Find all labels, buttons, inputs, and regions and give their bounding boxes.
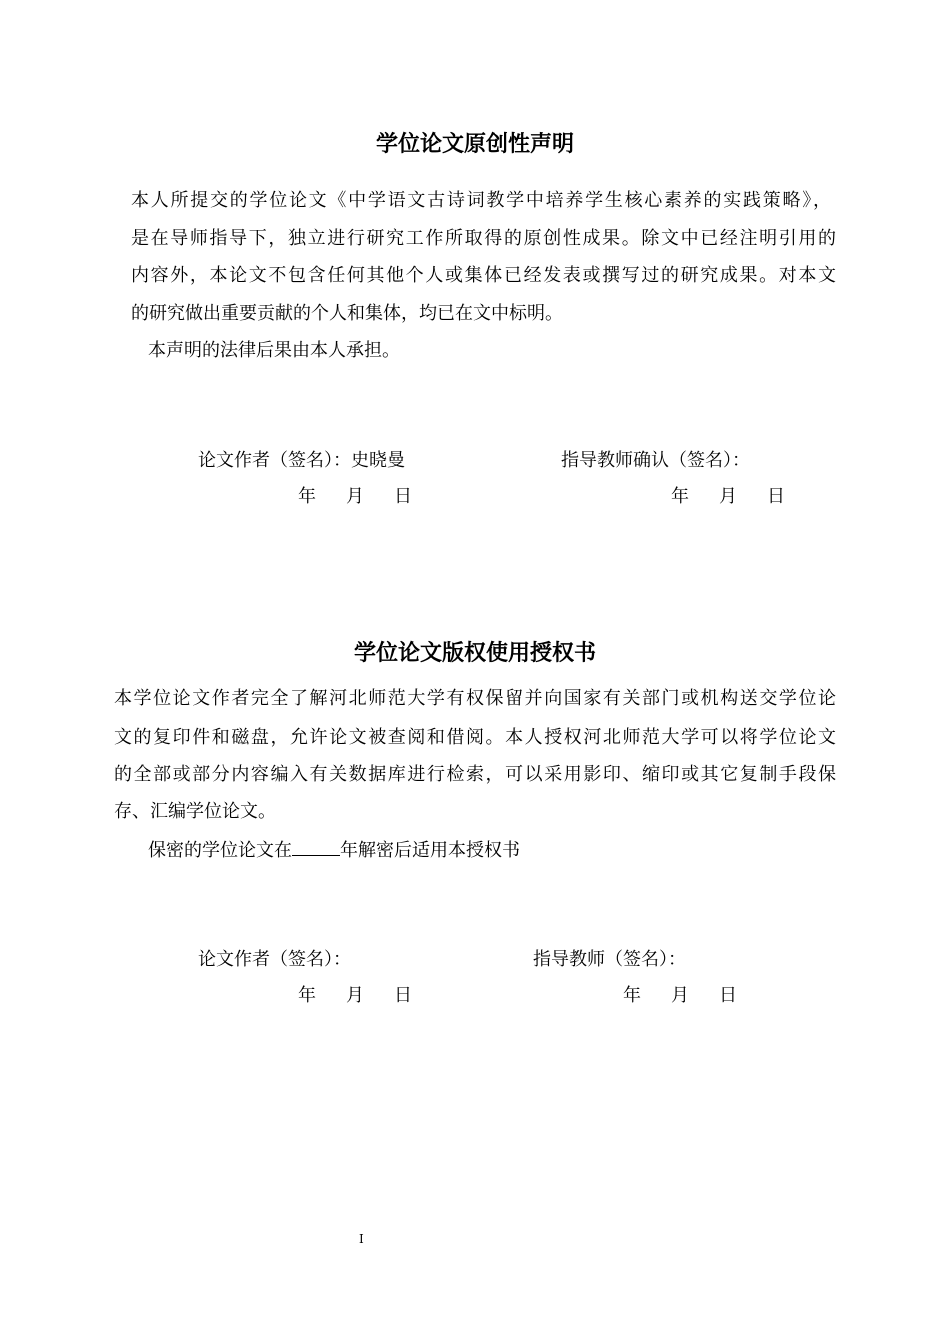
declaration-author-date-month: 月	[346, 486, 364, 507]
secret-years-blank	[292, 837, 340, 856]
declaration-author-signature	[198, 446, 405, 472]
authorization-line-1: 本学位论文作者完全了解河北师范大学有权保留并向国家有关部门或机构送交学位论	[114, 688, 836, 709]
authorization-author-label: 论文作者（签名）：	[198, 949, 351, 970]
declaration-author-date-day: 日	[394, 486, 412, 507]
authorization-line-2: 文的复印件和磁盘，允许论文被查阅和借阅。本人授权河北师范大学可以将学位论文	[114, 727, 836, 748]
declaration-advisor-date-month: 月	[719, 486, 737, 507]
authorization-advisor-date-year: 年	[623, 985, 641, 1006]
declaration-advisor-date-year: 年	[671, 486, 689, 507]
authorization-advisor-label: 指导教师（签名）：	[533, 949, 686, 970]
authorization-advisor-date-day: 日	[719, 985, 737, 1006]
page-number: I	[359, 1232, 364, 1246]
declaration-line-1: 本人所提交的学位论文《中学语文古诗词教学中培养学生核心素养的实践策略》，	[131, 190, 831, 211]
authorization-author-date-month: 月	[346, 985, 364, 1006]
declaration-author-name: 史晓曼	[351, 450, 405, 471]
declaration-author-label: 论文作者（签名）：	[198, 450, 351, 471]
declaration-line-4: 的研究做出重要贡献的个人和集体，均已在文中标明。	[131, 303, 563, 324]
declaration-author-date-year: 年	[298, 486, 316, 507]
secret-prefix: 保密的学位论文在	[148, 840, 292, 861]
authorization-advisor-date-month: 月	[671, 985, 689, 1006]
authorization-author-date-year: 年	[298, 985, 316, 1006]
declaration-line-2: 是在导师指导下，独立进行研究工作所取得的原创性成果。除文中已经注明引用的	[131, 228, 836, 249]
authorization-author-date-day: 日	[394, 985, 412, 1006]
declaration-advisor-label: 指导教师确认（签名）：	[561, 450, 750, 471]
secret-suffix: 年解密后适用本授权书	[340, 840, 520, 861]
declaration-title: 学位论文原创性声明	[375, 132, 574, 157]
authorization-line-4: 存、汇编学位论文。	[114, 801, 276, 822]
authorization-line-3: 的全部或部分内容编入有关数据库进行检索，可以采用影印、缩印或其它复制手段保	[114, 764, 836, 785]
declaration-responsibility: 本声明的法律后果由本人承担。	[148, 340, 400, 361]
declaration-advisor-date-day: 日	[767, 486, 785, 507]
declaration-line-3: 内容外，本论文不包含任何其他个人或集体已经发表或撰写过的研究成果。对本文	[131, 265, 836, 286]
authorization-secret-clause	[148, 837, 520, 863]
authorization-title: 学位论文版权使用授权书	[353, 641, 596, 666]
